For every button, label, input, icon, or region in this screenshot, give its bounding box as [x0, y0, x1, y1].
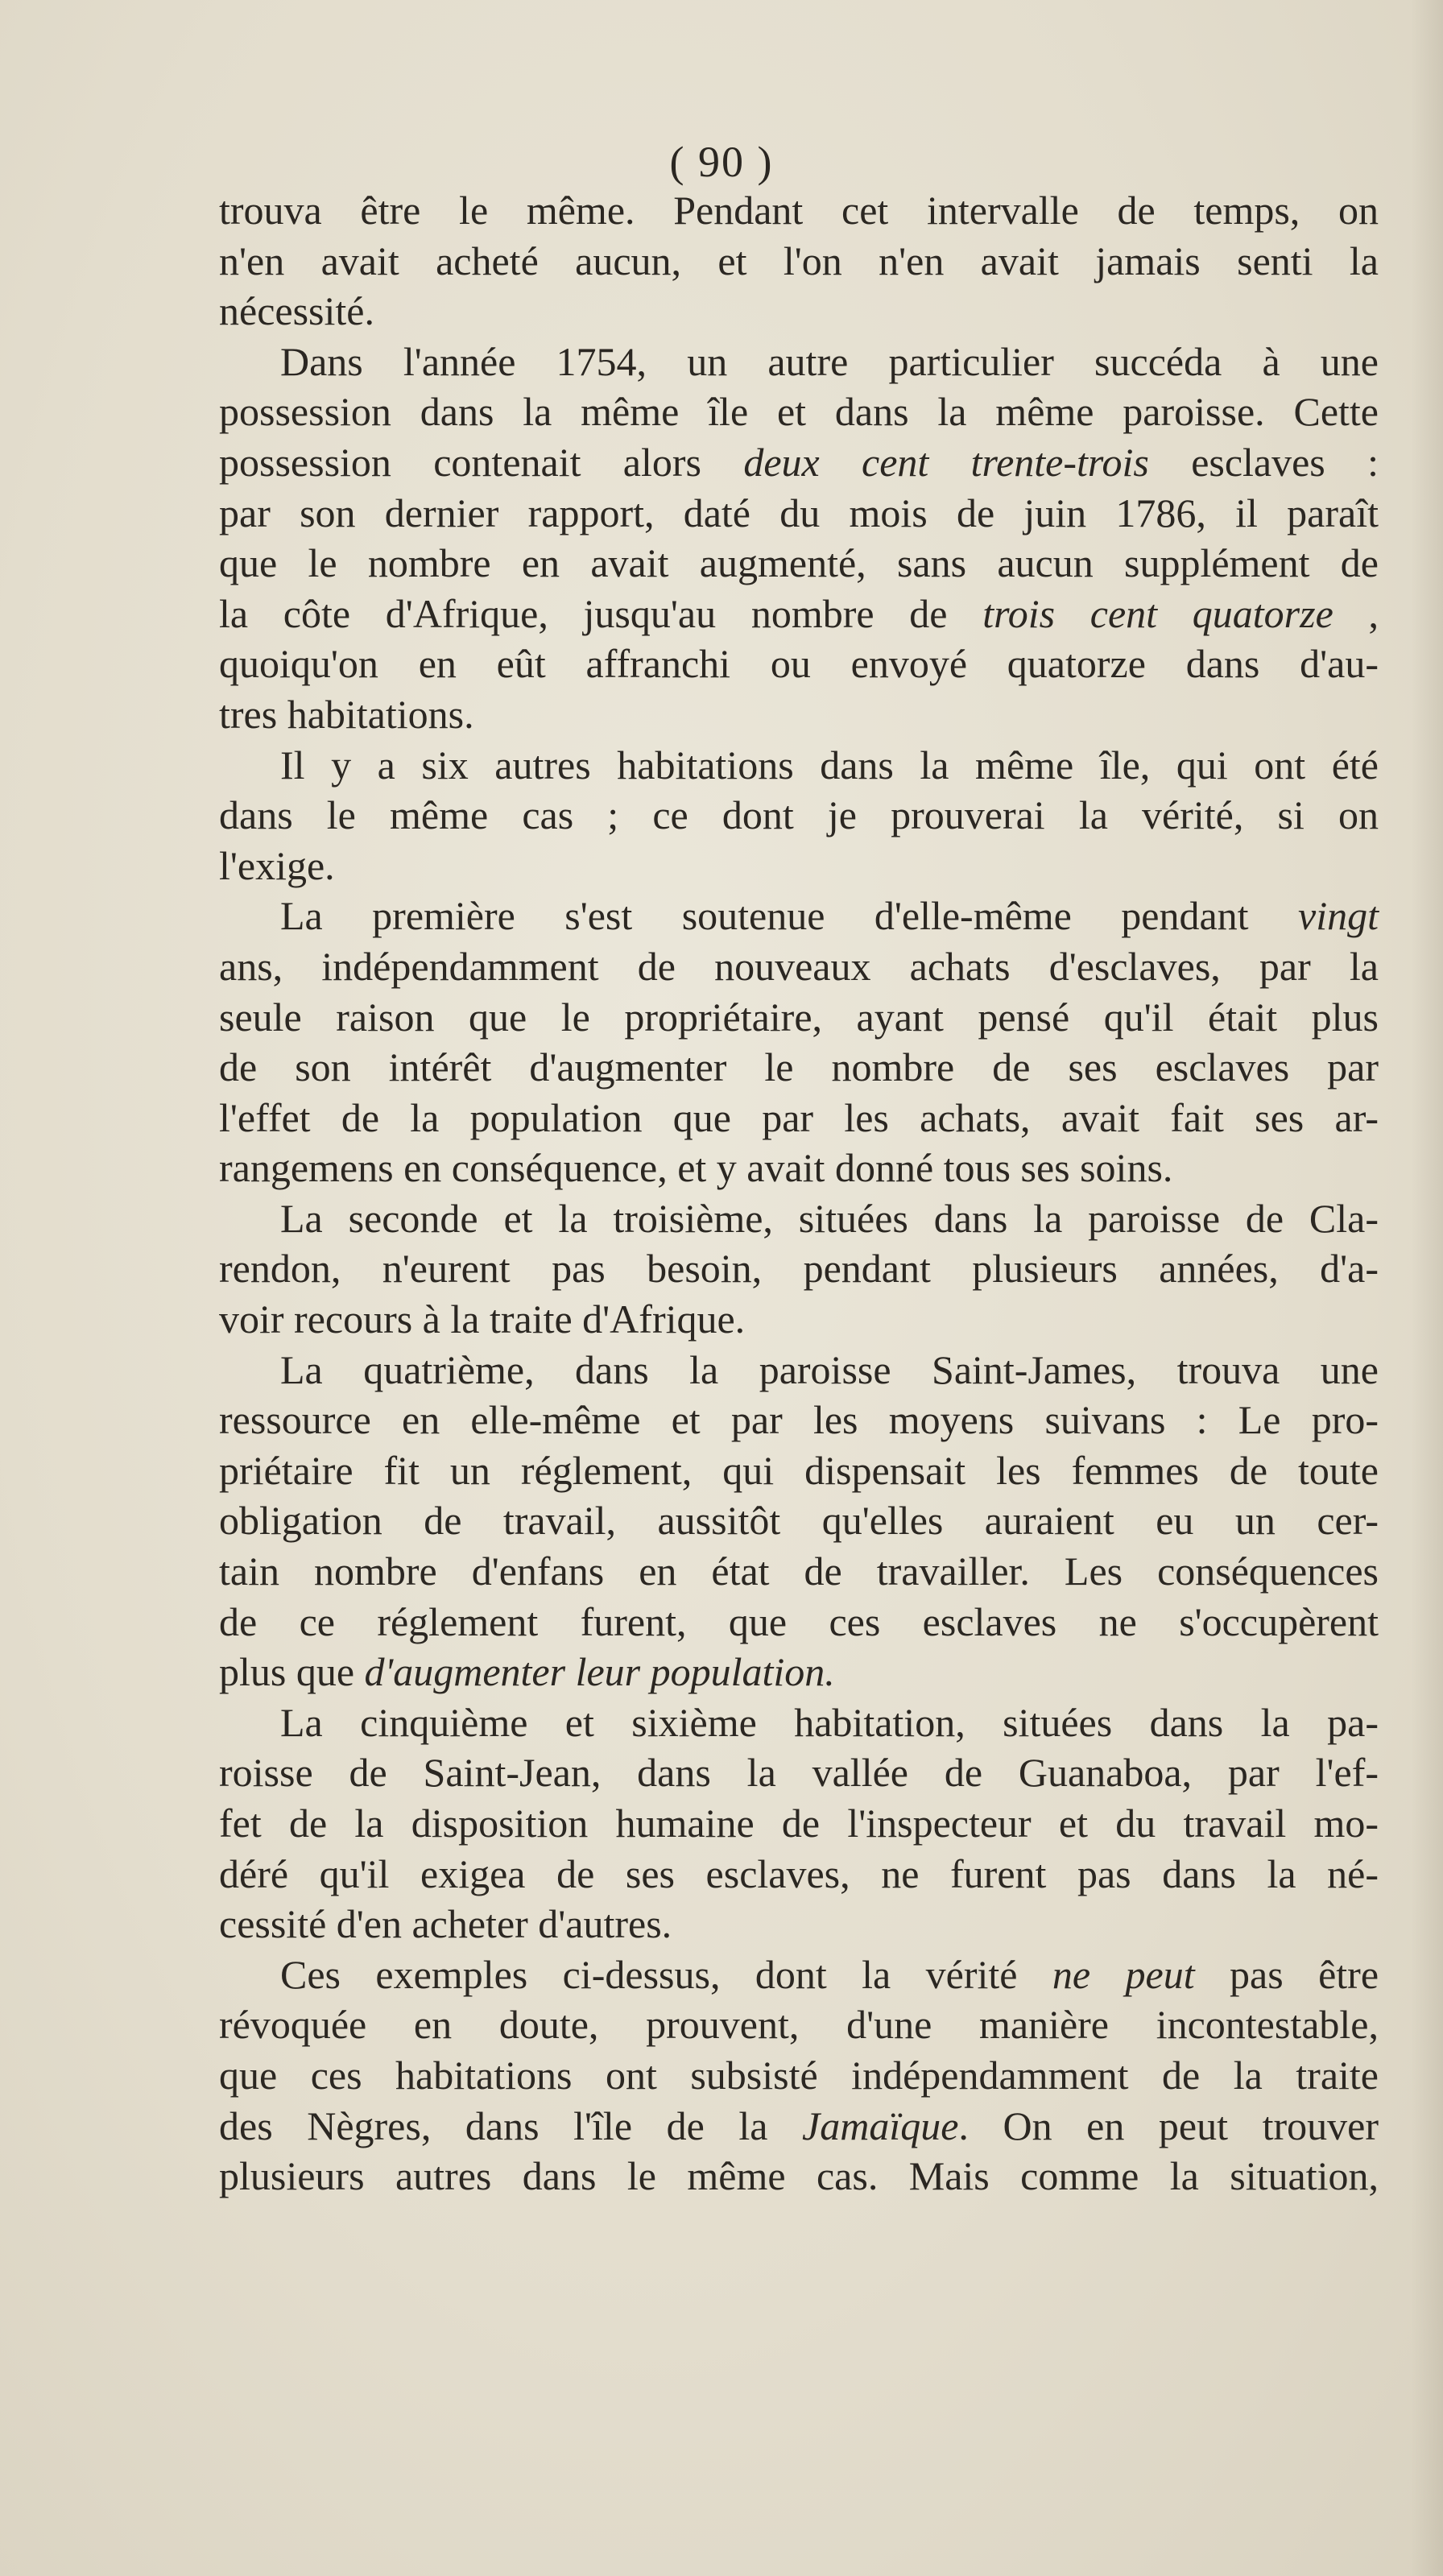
text-line [219, 639, 1379, 689]
text-line [219, 538, 1379, 589]
text-line [219, 1950, 1379, 2000]
text-line [219, 992, 1379, 1043]
text-segment: rendon, n'eurent pas besoin, pendant plusieurs années, d'a- [219, 1246, 1379, 1292]
text-line [219, 2101, 1379, 2152]
text-segment: Il y a six autres habitations dans la même île, qui ont été [280, 742, 1379, 788]
text-segment: n'en avait acheté aucun, et l'on n'en avait jamais senti la [219, 238, 1379, 283]
text-segment: , [1333, 590, 1379, 636]
text-line [219, 1445, 1379, 1496]
text-line [219, 891, 1379, 941]
text-segment: tres habitations. [219, 691, 474, 737]
text-segment: l'effet de la population que par les achats, avait fait ses ar- [219, 1094, 1379, 1140]
text-segment: La quatrième, dans la paroisse Saint-James, trouva une [280, 1346, 1379, 1392]
text-segment: que le nombre en avait augmenté, sans aucun supplément de [219, 540, 1379, 586]
text-segment: révoquée en doute, prouvent, d'une manière incontestable, [219, 2002, 1379, 2048]
text-segment: quoiqu'on en eût affranchi ou envoyé quatorze dans d'au- [219, 641, 1379, 687]
text-line [219, 1849, 1379, 1900]
text-segment: ans, indépendamment de nouveaux achats d'esclaves, par la [219, 943, 1379, 989]
text-line [219, 740, 1379, 791]
text-segment: dans le même cas ; ce dont je prouverai la vérité, si on [219, 792, 1379, 838]
text-line [219, 1243, 1379, 1294]
text-segment: par son dernier rapport, daté du mois de juin 1786, il paraît [219, 490, 1379, 535]
text-segment: obligation de travail, aussitôt qu'elles auraient eu un cer- [219, 1498, 1379, 1544]
text-line [219, 1597, 1379, 1648]
italic-text: ne peut [1052, 1951, 1195, 1997]
text-segment: de son intérêt d'augmenter le nombre de ses esclaves par [219, 1044, 1379, 1090]
text-line [219, 1546, 1379, 1597]
text-line [219, 185, 1379, 236]
text-segment: nécessité. [219, 288, 374, 334]
text-line [219, 1647, 1379, 1697]
text-segment: possession dans la même île et dans la même paroisse. Cette [219, 389, 1379, 435]
text-line [219, 1495, 1379, 1546]
text-segment: rangemens en conséquence, et y avait donné tous ses soins. [219, 1145, 1173, 1191]
text-line [219, 689, 1379, 740]
text-line [219, 589, 1379, 639]
text-line [219, 286, 1379, 337]
text-segment: que ces habitations ont subsisté indépendamment de la traite [219, 2052, 1379, 2098]
text-segment: La seconde et la troisième, situées dans la paroisse de Cla- [280, 1195, 1379, 1241]
text-segment: possession contenait alors [219, 439, 744, 485]
text-line [219, 1042, 1379, 1093]
text-line [219, 2151, 1379, 2202]
text-line [219, 236, 1379, 287]
text-segment: seule raison que le propriétaire, ayant pensé qu'il était plus [219, 994, 1379, 1040]
text-line [219, 941, 1379, 992]
italic-text: Jamaïque [802, 2103, 959, 2148]
text-line [219, 437, 1379, 488]
body-text [219, 185, 1379, 2202]
text-segment: plusieurs autres dans le même cas. Mais comme la situation, [219, 2153, 1379, 2199]
page-number: ( 90 ) [669, 138, 774, 186]
text-segment: la côte d'Afrique, jusqu'au nombre de [219, 590, 983, 636]
text-segment: trouva être le même. Pendant cet intervalle de temps, on [219, 188, 1379, 233]
text-segment: priétaire fit un réglement, qui dispensait les femmes de toute [219, 1447, 1379, 1493]
text-segment: esclaves : [1148, 439, 1379, 485]
italic-text: deux cent trente-trois [743, 439, 1149, 485]
text-segment: l'exige. [219, 842, 335, 888]
italic-text: trois cent quatorze [982, 590, 1333, 636]
text-line [219, 1193, 1379, 1244]
text-segment: La cinquième et sixième habitation, situées dans la pa- [280, 1699, 1379, 1745]
page-edge-shadow [1411, 0, 1443, 2576]
italic-text: vingt [1298, 893, 1379, 939]
text-line [219, 387, 1379, 437]
text-line [219, 1395, 1379, 1445]
text-line [219, 488, 1379, 539]
text-segment: ressource en elle-même et par les moyens suivans : Le pro- [219, 1397, 1379, 1443]
text-line [219, 1747, 1379, 1798]
text-segment: La première s'est soutenue d'elle-même pendant [280, 893, 1299, 939]
text-line [219, 1899, 1379, 1950]
text-line [219, 1798, 1379, 1849]
text-line [219, 1697, 1379, 1748]
text-line [219, 841, 1379, 891]
text-segment: cessité d'en acheter d'autres. [219, 1901, 672, 1947]
text-segment: voir recours à la traite d'Afrique. [219, 1296, 746, 1342]
text-segment: fet de la disposition humaine de l'inspecteur et du travail mo- [219, 1801, 1379, 1846]
text-line [219, 1093, 1379, 1143]
text-line [219, 1999, 1379, 2050]
text-line [219, 2050, 1379, 2101]
text-segment: roisse de Saint-Jean, dans la vallée de Guanaboa, par l'ef- [219, 1750, 1379, 1796]
text-line [219, 1294, 1379, 1345]
italic-text: d'augmenter leur population. [364, 1649, 835, 1695]
text-segment: plus que [219, 1649, 365, 1695]
text-segment: pas être [1194, 1951, 1379, 1997]
text-segment: Ces exemples ci-dessus, dont la vérité [280, 1951, 1052, 1997]
text-segment: déré qu'il exigea de ses esclaves, ne furent pas dans la né- [219, 1850, 1379, 1896]
text-segment: des Nègres, dans l'île de la [219, 2103, 803, 2148]
text-segment: . On en peut trouver [958, 2103, 1379, 2148]
text-line [219, 337, 1379, 387]
text-segment: de ce réglement furent, que ces esclaves ne s'occupèrent [219, 1598, 1379, 1644]
text-segment: tain nombre d'enfans en état de travailler. Les conséquences [219, 1548, 1379, 1594]
text-line [219, 1143, 1379, 1193]
text-line [219, 790, 1379, 841]
text-segment: Dans l'année 1754, un autre particulier succéda à une [280, 338, 1379, 384]
text-line [219, 1345, 1379, 1396]
